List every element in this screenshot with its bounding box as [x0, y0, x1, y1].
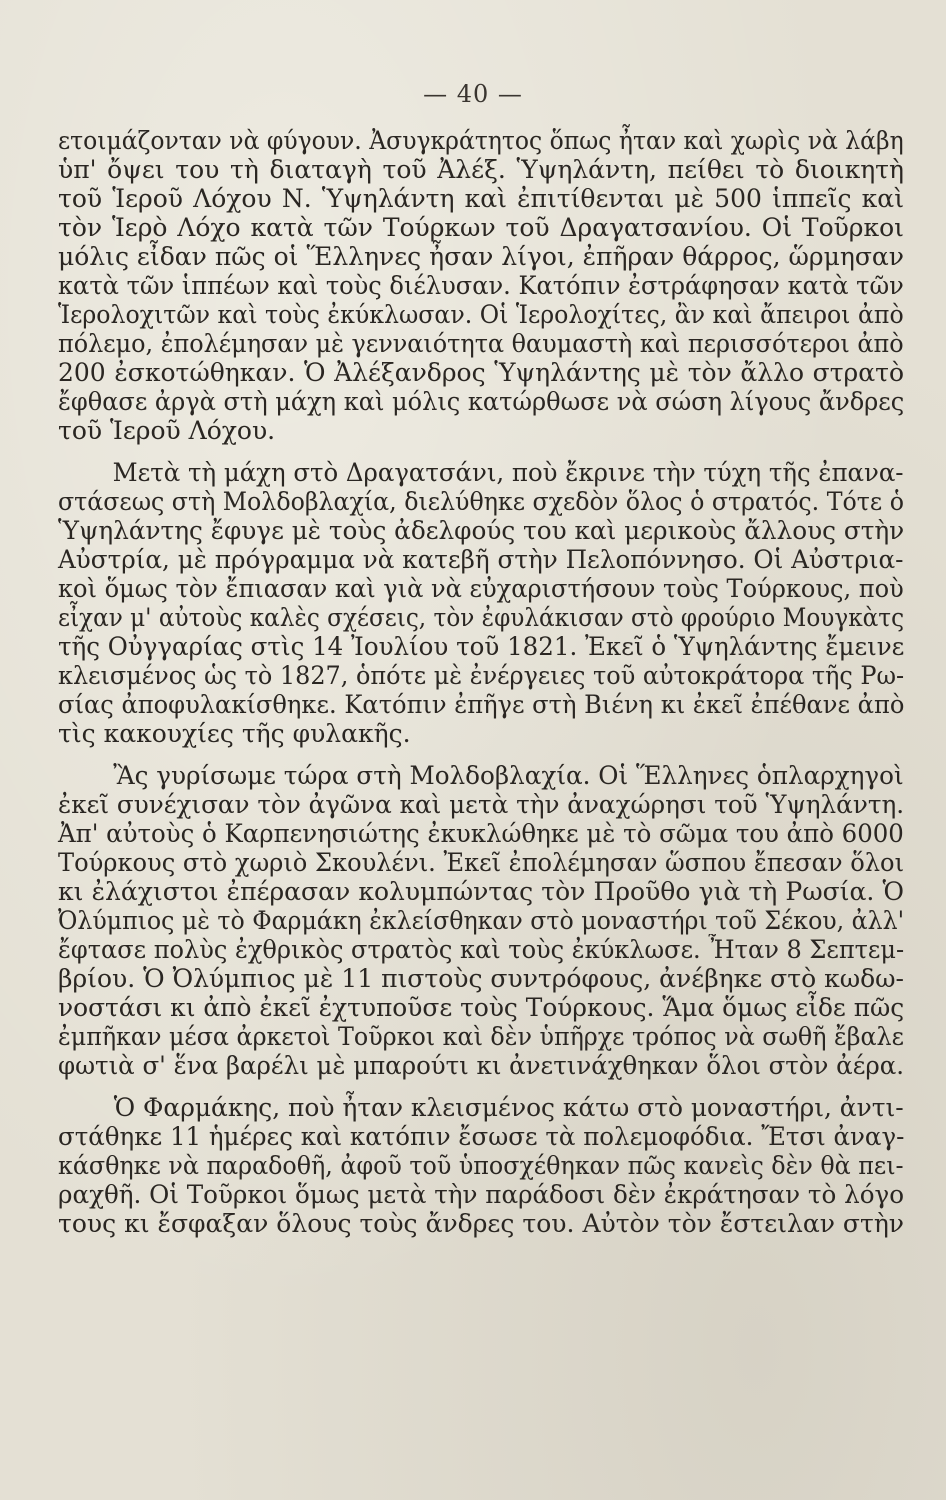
text-line: ὑπ' ὄψει του τὴ διαταγὴ τοῦ Ἀλέξ. Ὑψηλάντη, πείθει τὸ διοικητὴ	[58, 155, 904, 184]
paragraph-gap	[58, 1080, 904, 1093]
text-line: Τούρκους στὸ χωριὸ Σκουλένι. Ἐκεῖ ἐπολέμησαν ὥσπου ἔπεσαν ὅλοι	[58, 848, 905, 877]
text-line: κλεισμένος ὡς τὸ 1827, ὁπότε μὲ ἐνέργειες τοῦ αὐτοκράτορα τῆς Ρω-	[58, 661, 905, 690]
text-line: σίας ἀποφυλακίσθηκε. Κατόπιν ἐπῆγε στὴ Βιένη κι ἐκεῖ ἐπέθανε ἀπὸ	[58, 690, 905, 719]
text-line: τῆς Οὐγγαρίας στὶς 14 Ἰουλίου τοῦ 1821. Ἐκεῖ ὁ Ὑψηλάντης ἔμεινε	[58, 632, 905, 661]
text-line: ἔφτασε πολὺς ἐχθρικὸς στρατὸς καὶ τοὺς ἐκύκλωσε. Ἦταν 8 Σεπτεμ-	[58, 935, 905, 964]
text-line: ἐκεῖ συνέχισαν τὸν ἀγῶνα καὶ μετὰ τὴν ἀναχώρησι τοῦ Ὑψηλάντη.	[58, 790, 905, 819]
text-line: Αὐστρία, μὲ πρόγραμμα νὰ κατεβῆ στὴν Πελοπόννησο. Οἱ Αὐστρια-	[58, 545, 904, 574]
paragraph-gap	[58, 445, 904, 458]
text-line: Ὑψηλάντης ἔφυγε μὲ τοὺς ἀδελφούς του καὶ μερικοὺς ἄλλους στὴν	[58, 516, 905, 545]
text-line: φωτιὰ σ' ἕνα βαρέλι μὲ μπαρούτι κι ἀνετινάχθηκαν ὅλοι στὸν ἀέρα.	[58, 1051, 905, 1080]
text-line: Ἂς γυρίσωμε τώρα στὴ Μολδοβλαχία. Οἱ Ἕλληνες ὁπλαρχηγοὶ	[113, 761, 904, 790]
text-line: βρίου. Ὁ Ὀλύμπιος μὲ 11 πιστοὺς συντρόφους, ἀνέβηκε στὸ κωδω-	[58, 964, 904, 993]
text-line: Μετὰ τὴ μάχη στὸ Δραγατσάνι, ποὺ ἔκρινε τὴν τύχη τῆς ἐπανα-	[112, 458, 904, 487]
page-number: — 40 —	[423, 80, 523, 108]
text-line: κοὶ ὅμως τὸν ἔπιασαν καὶ γιὰ νὰ εὐχαριστήσουν τοὺς Τούρκους, ποὺ	[58, 574, 904, 603]
paragraph-3	[58, 761, 904, 1080]
paragraph-4	[58, 1093, 904, 1238]
text-line: στάθηκε 11 ἡμέρες καὶ κατόπιν ἔσωσε τὰ πολεμοφόδια. Ἔτσι ἀναγ-	[58, 1122, 905, 1151]
text-line: πόλεμο, ἐπολέμησαν μὲ γενναιότητα θαυμαστὴ καὶ περισσότεροι ἀπὸ	[58, 329, 904, 358]
text-line: κάσθηκε νὰ παραδοθῆ, ἀφοῦ τοῦ ὑποσχέθηκαν πῶς κανεὶς δὲν θὰ πει-	[58, 1151, 904, 1180]
paragraph-2	[58, 458, 904, 748]
text-line: Ἀπ' αὐτοὺς ὁ Καρπενησιώτης ἐκυκλώθηκε μὲ τὸ σῶμα του ἀπὸ 6000	[58, 819, 904, 848]
text-line: 200 ἐσκοτώθηκαν. Ὁ Ἀλέξανδρος Ὑψηλάντης μὲ τὸν ἄλλο στρατὸ	[58, 358, 904, 387]
text-line: ετοιμάζονταν νὰ φύγουν. Ἀσυγκράτητος ὅπως ἦταν καὶ χωρὶς νὰ λάβη	[58, 126, 904, 155]
text-line: ἔφθασε ἀργὰ στὴ μάχη καὶ μόλις κατώρθωσε νὰ σώση λίγους ἄνδρες	[58, 387, 905, 416]
paragraph-1	[58, 126, 904, 445]
text-line: Ὀλύμπιος μὲ τὸ Φαρμάκη ἐκλείσθηκαν στὸ μοναστήρι τοῦ Σέκου, ἀλλ'	[58, 906, 905, 935]
text-line: τοῦ Ἱεροῦ Λόχου Ν. Ὑψηλάντη καὶ ἐπιτίθενται μὲ 500 ἱππεῖς καὶ	[58, 184, 904, 213]
text-line: τὸν Ἱερὸ Λόχο κατὰ τῶν Τούρκων τοῦ Δραγατσανίου. Οἱ Τοῦρκοι	[58, 213, 904, 242]
text-line: τὶς κακουχίες τῆς φυλακῆς.	[58, 719, 411, 748]
text-line: μόλις εἶδαν πῶς οἱ Ἕλληνες ἦσαν λίγοι, ἐπῆραν θάρρος, ὥρμησαν	[58, 242, 904, 271]
paragraph-gap	[58, 748, 904, 761]
text-line: εἶχαν μ' αὐτοὺς καλὲς σχέσεις, τὸν ἐφυλάκισαν στὸ φρούριο Μουγκὰτς	[58, 603, 905, 632]
text-line: τους κι ἔσφαξαν ὅλους τοὺς ἄνδρες του. Αὐτὸν τὸν ἔστειλαν στὴν	[58, 1209, 904, 1238]
text-line: κι ἐλάχιστοι ἐπέρασαν κολυμπώντας τὸν Προῦθο γιὰ τὴ Ρωσία. Ὁ	[58, 877, 904, 906]
text-line: Ἱερολοχιτῶν καὶ τοὺς ἐκύκλωσαν. Οἱ Ἱερολοχίτες, ἂν καὶ ἄπειροι ἀπὸ	[58, 300, 904, 329]
text-line: κατὰ τῶν ἱππέων καὶ τοὺς διέλυσαν. Κατόπιν ἐστράφησαν κατὰ τῶν	[58, 271, 904, 300]
body-text	[58, 126, 904, 1238]
text-line: ἐμπῆκαν μέσα ἀρκετοὶ Τοῦρκοι καὶ δὲν ὑπῆρχε τρόπος νὰ σωθῆ ἔβαλε	[58, 1022, 904, 1051]
text-line: ραχθῆ. Οἱ Τοῦρκοι ὅμως μετὰ τὴν παράδοσι δὲν ἐκράτησαν τὸ λόγο	[58, 1180, 905, 1209]
text-line: στάσεως στὴ Μολδοβλαχία, διελύθηκε σχεδὸν ὅλος ὁ στρατός. Τότε ὁ	[58, 487, 904, 516]
text-line: νοστάσι κι ἀπὸ ἐκεῖ ἐχτυποῦσε τοὺς Τούρκους. Ἅμα ὅμως εἶδε πῶς	[58, 993, 905, 1022]
text-line: Ὁ Φαρμάκης, ποὺ ἦταν κλεισμένος κάτω στὸ μοναστήρι, ἀντι-	[113, 1093, 904, 1122]
text-line: τοῦ Ἱεροῦ Λόχου.	[58, 416, 276, 445]
